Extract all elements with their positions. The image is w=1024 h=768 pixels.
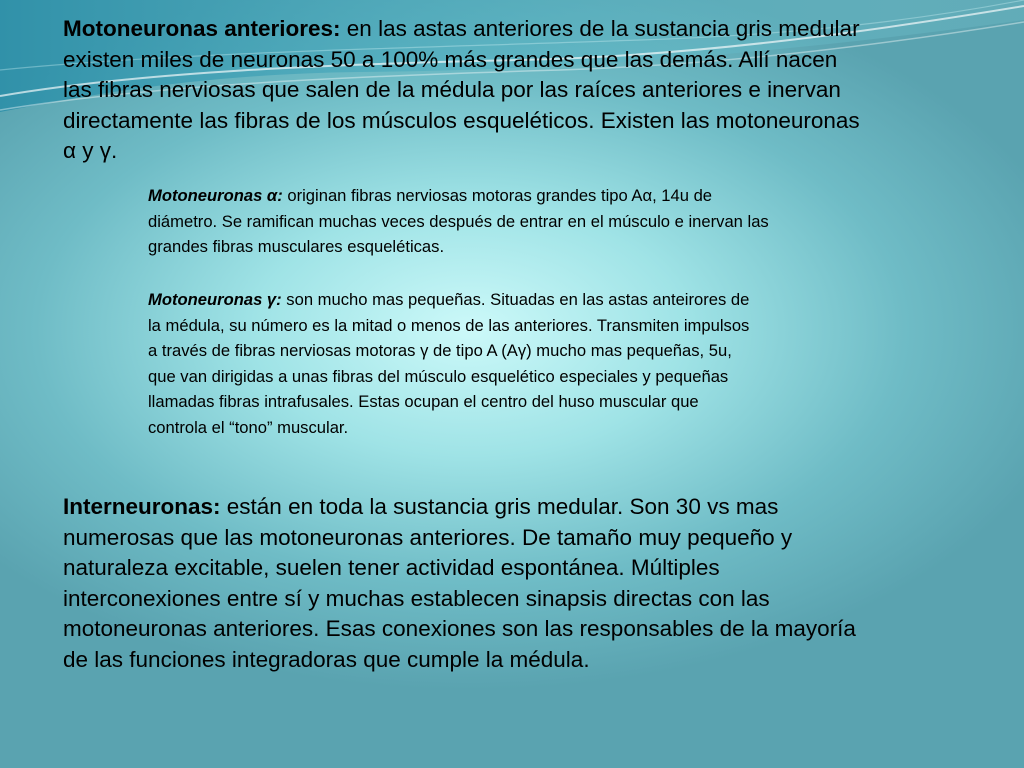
paragraph-heading: Motoneuronas anteriores: [63, 16, 341, 41]
paragraph-line: diámetro. Se ramifican muchas veces después de entrar en el músculo e inervan las [148, 211, 769, 231]
paragraph-line: Interneuronas: están en toda la sustancia gris medular. Son 30 vs mas [63, 494, 779, 519]
paragraph-line: numerosas que las motoneuronas anteriores. De tamaño muy pequeño y [63, 524, 793, 550]
paragraph-line: directamente las fibras de los músculos esqueléticos. Existen las motoneuronas [63, 107, 860, 133]
motoneuronas-alfa-paragraph [148, 183, 908, 260]
paragraph-line: la médula, su número es la mitad o menos de las anteriores. Transmiten impulsos [148, 315, 750, 335]
paragraph-line: Motoneuronas γ: son mucho mas pequeñas. Situadas en las astas anteirores de [148, 290, 750, 309]
paragraph-line: α y γ. [63, 138, 118, 164]
paragraph-line: de las funciones integradoras que cumple la médula. [63, 646, 590, 672]
paragraph-line: a través de fibras nerviosas motoras γ de tipo A (Aγ) mucho mas pequeñas, 5u, [148, 341, 732, 360]
paragraph-line: Motoneuronas α: originan fibras nerviosas motoras grandes tipo Aα, 14u de [148, 186, 713, 205]
motoneuronas-gamma-paragraph [148, 287, 908, 440]
paragraph-line: llamadas fibras intrafusales. Estas ocupan el centro del huso muscular que [148, 392, 699, 411]
interneuronas-paragraph [63, 492, 993, 676]
paragraph-line: naturaleza excitable, suelen tener actividad espontánea. Múltiples [63, 555, 720, 581]
paragraph-line: las fibras nerviosas que salen de la médula por las raíces anteriores e inervan [63, 77, 841, 103]
paragraph-line: existen miles de neuronas 50 a 100% más grandes que las demás. Allí nacen [63, 46, 838, 72]
motoneuronas-anteriores-paragraph [63, 14, 993, 167]
paragraph-heading: Motoneuronas α: [148, 186, 283, 205]
paragraph-line: grandes fibras musculares esqueléticas. [148, 237, 445, 256]
paragraph-line: Motoneuronas anteriores: en las astas anteriores de la sustancia gris medular [63, 16, 860, 41]
paragraph-line: que van dirigidas a unas fibras del músculo esquelético especiales y pequeñas [148, 366, 729, 386]
paragraph-heading: Motoneuronas γ: [148, 290, 282, 309]
paragraph-heading: Interneuronas: [63, 494, 221, 519]
paragraph-line: controla el “tono” muscular. [148, 417, 349, 437]
paragraph-line: motoneuronas anteriores. Esas conexiones son las responsables de la mayoría [63, 616, 856, 642]
paragraph-line: interconexiones entre sí y muchas establecen sinapsis directas con las [63, 585, 770, 611]
